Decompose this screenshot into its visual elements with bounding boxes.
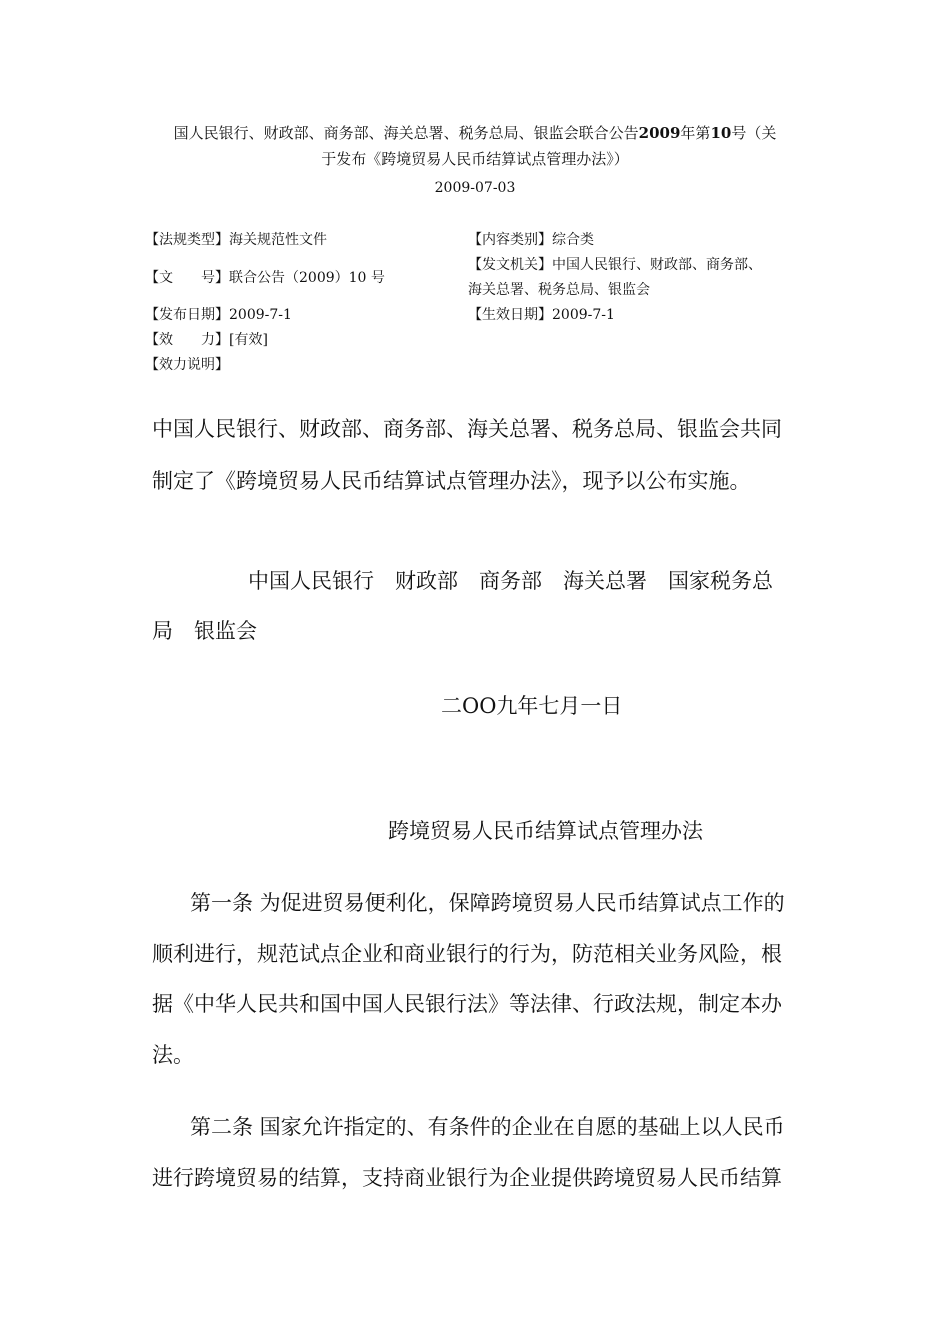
article1-line1: 第一条 为促进贸易便利化，保障跨境贸易人民币结算试点工作的 xyxy=(190,891,785,915)
article1-line2: 顺利进行，规范试点企业和商业银行的行为，防范相关业务风险，根 xyxy=(152,942,782,966)
meta-issuing-org-line2: 海关总署、税务总局、银监会 xyxy=(468,282,650,298)
article2-line1: 第二条 国家允许指定的、有条件的企业在自愿的基础上以人民币 xyxy=(190,1115,785,1139)
meta-validity-note: 【效力说明】 xyxy=(145,357,229,373)
intro-line2: 制定了《跨境贸易人民币结算试点管理办法》，现予以公布实施。 xyxy=(152,469,751,493)
document-title-line2: 于发布《跨境贸易人民币结算试点管理办法》） xyxy=(321,150,629,168)
title-number: 10 xyxy=(710,124,732,142)
meta-validity: 【效 力】[有效] xyxy=(145,332,268,348)
sign-date: 二OO九年七月一日 xyxy=(441,694,623,718)
article1-line4: 法。 xyxy=(152,1043,194,1067)
article1-line3: 据《中华人民共和国中国人民银行法》等法律、行政法规，制定本办 xyxy=(152,992,782,1016)
intro-line1: 中国人民银行、财政部、商务部、海关总署、税务总局、银监会共同 xyxy=(152,417,782,441)
document-title-line1 xyxy=(0,122,950,143)
title-text: 号（关 xyxy=(731,124,777,142)
title-text: 年第 xyxy=(680,124,711,142)
meta-law-type: 【法规类型】海关规范性文件 xyxy=(145,232,327,248)
signers-line1: 中国人民银行 财政部 商务部 海关总署 国家税务总 xyxy=(248,569,773,593)
meta-issuing-org-line1: 【发文机关】中国人民银行、财政部、商务部、 xyxy=(468,257,762,273)
title-year: 2009 xyxy=(638,124,681,142)
signers-line2: 局 银监会 xyxy=(152,619,257,643)
measure-title: 跨境贸易人民币结算试点管理办法 xyxy=(388,819,703,843)
meta-doc-number: 【文 号】联合公告（2009）10 号 xyxy=(145,270,385,286)
document-date: 2009-07-03 xyxy=(434,180,516,196)
article2-line2: 进行跨境贸易的结算，支持商业银行为企业提供跨境贸易人民币结算 xyxy=(152,1166,782,1190)
meta-effective-date: 【生效日期】2009-7-1 xyxy=(468,307,615,323)
title-text: 国人民银行、财政部、商务部、海关总署、税务总局、银监会联合公告 xyxy=(173,124,639,142)
meta-content-category: 【内容类别】综合类 xyxy=(468,232,594,248)
meta-publish-date: 【发布日期】2009-7-1 xyxy=(145,307,292,323)
